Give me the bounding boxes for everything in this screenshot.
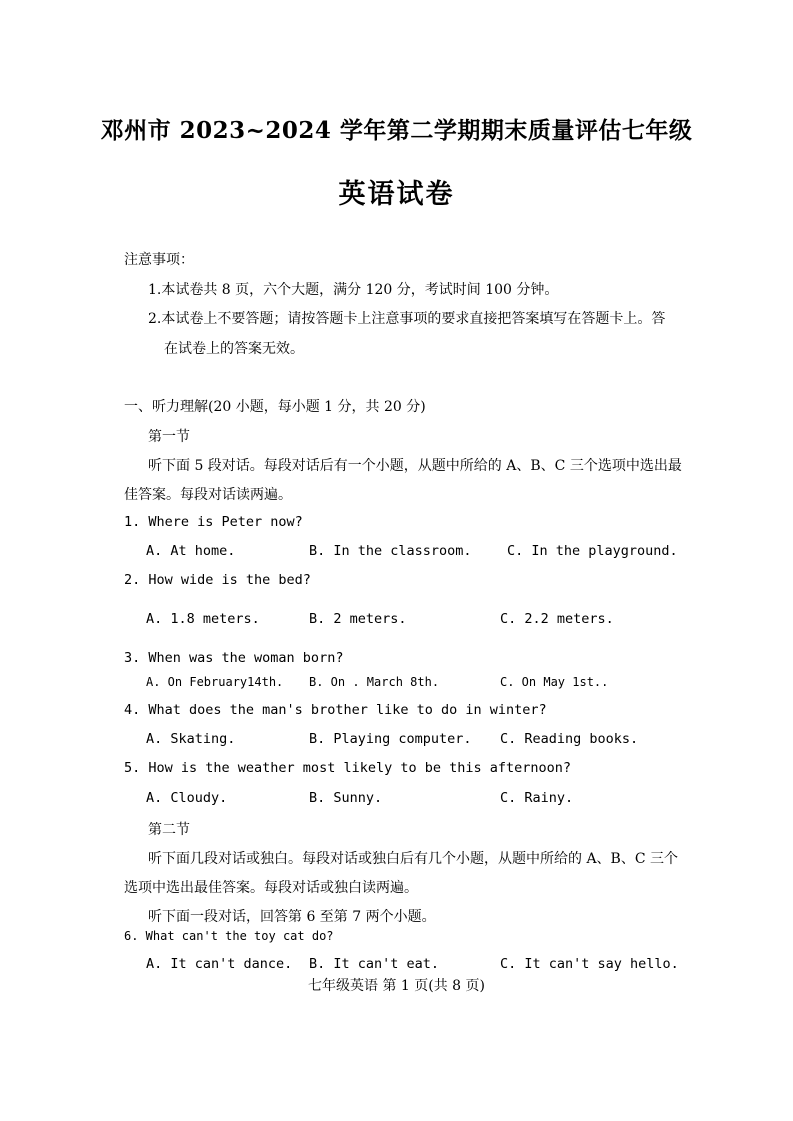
q2-option-b: B. 2 meters. — [309, 611, 407, 627]
exam-subtitle: 英语试卷 — [338, 179, 455, 210]
q6-option-b: B. It can't eat. — [309, 956, 440, 972]
q3-option-c: C. On May 1st.. — [500, 675, 609, 689]
notice-heading: 注意事项： — [124, 252, 194, 268]
part-2-label: 第二节 — [148, 822, 190, 838]
q2-option-a: A. 1.8 meters. — [146, 611, 260, 627]
q1-option-a: A. At home. — [146, 543, 236, 559]
part-1-label: 第一节 — [148, 429, 190, 445]
q2-option-c: C. 2.2 meters. — [500, 611, 614, 627]
question-6: 6. What can't the toy cat do? — [124, 929, 334, 943]
part-1-instruction-line-1: 听下面 5 段对话。每段对话后有一个小题，从题中所给的 A、B、C 三个选项中选出最 — [148, 458, 682, 474]
notice-item-1: 1.本试卷共 8 页，六个大题，满分 120 分，考试时间 100 分钟。 — [148, 282, 559, 298]
part-2-instruction-line-1: 听下面几段对话或独白。每段对话或独白后有几个小题，从题中所给的 A、B、C 三个 — [148, 851, 679, 867]
notice-item-2-line-1: 2.本试卷上不要答题；请按答题卡上注意事项的要求直接把答案填写在答题卡上。答 — [148, 311, 666, 327]
q5-option-a: A. Cloudy. — [146, 790, 228, 806]
question-5: 5. How is the weather most likely to be this afternoon? — [124, 760, 572, 776]
q4-option-c: C. Reading books. — [500, 731, 639, 747]
q4-option-a: A. Skating. — [146, 731, 236, 747]
q6-option-c: C. It can't say hello. — [500, 956, 679, 972]
q6-option-a: A. It can't dance. — [146, 956, 293, 972]
question-2: 2. How wide is the bed? — [124, 572, 311, 588]
part-2-instruction-line-2: 选项中选出最佳答案。每段对话或独白读两遍。 — [124, 880, 418, 896]
q1-option-b: B. In the classroom. — [309, 543, 472, 559]
q5-option-b: B. Sunny. — [309, 790, 383, 806]
part-2-sub-instruction: 听下面一段对话，回答第 6 至第 7 两个小题。 — [148, 909, 436, 925]
notice-item-2-line-2: 在试卷上的答案无效。 — [164, 341, 304, 357]
section-1-heading: 一、听力理解(20 小题，每小题 1 分，共 20 分) — [124, 399, 426, 415]
q1-option-c: C. In the playground. — [507, 543, 678, 559]
part-1-instruction-line-2: 佳答案。每段对话读两遍。 — [124, 487, 292, 503]
exam-title: 邓州市 2023~2024 学年第二学期期末质量评估七年级 — [100, 117, 693, 144]
page-footer: 七年级英语 第 1 页(共 8 页) — [308, 978, 485, 994]
q3-option-b: B. On . March 8th. — [309, 675, 440, 689]
question-4: 4. What does the man's brother like to do in winter? — [124, 702, 547, 718]
q3-option-a: A. On February14th. — [146, 675, 284, 689]
question-1: 1. Where is Peter now? — [124, 514, 303, 530]
q5-option-c: C. Rainy. — [500, 790, 574, 806]
q4-option-b: B. Playing computer. — [309, 731, 472, 747]
question-3: 3. When was the woman born? — [124, 650, 344, 666]
